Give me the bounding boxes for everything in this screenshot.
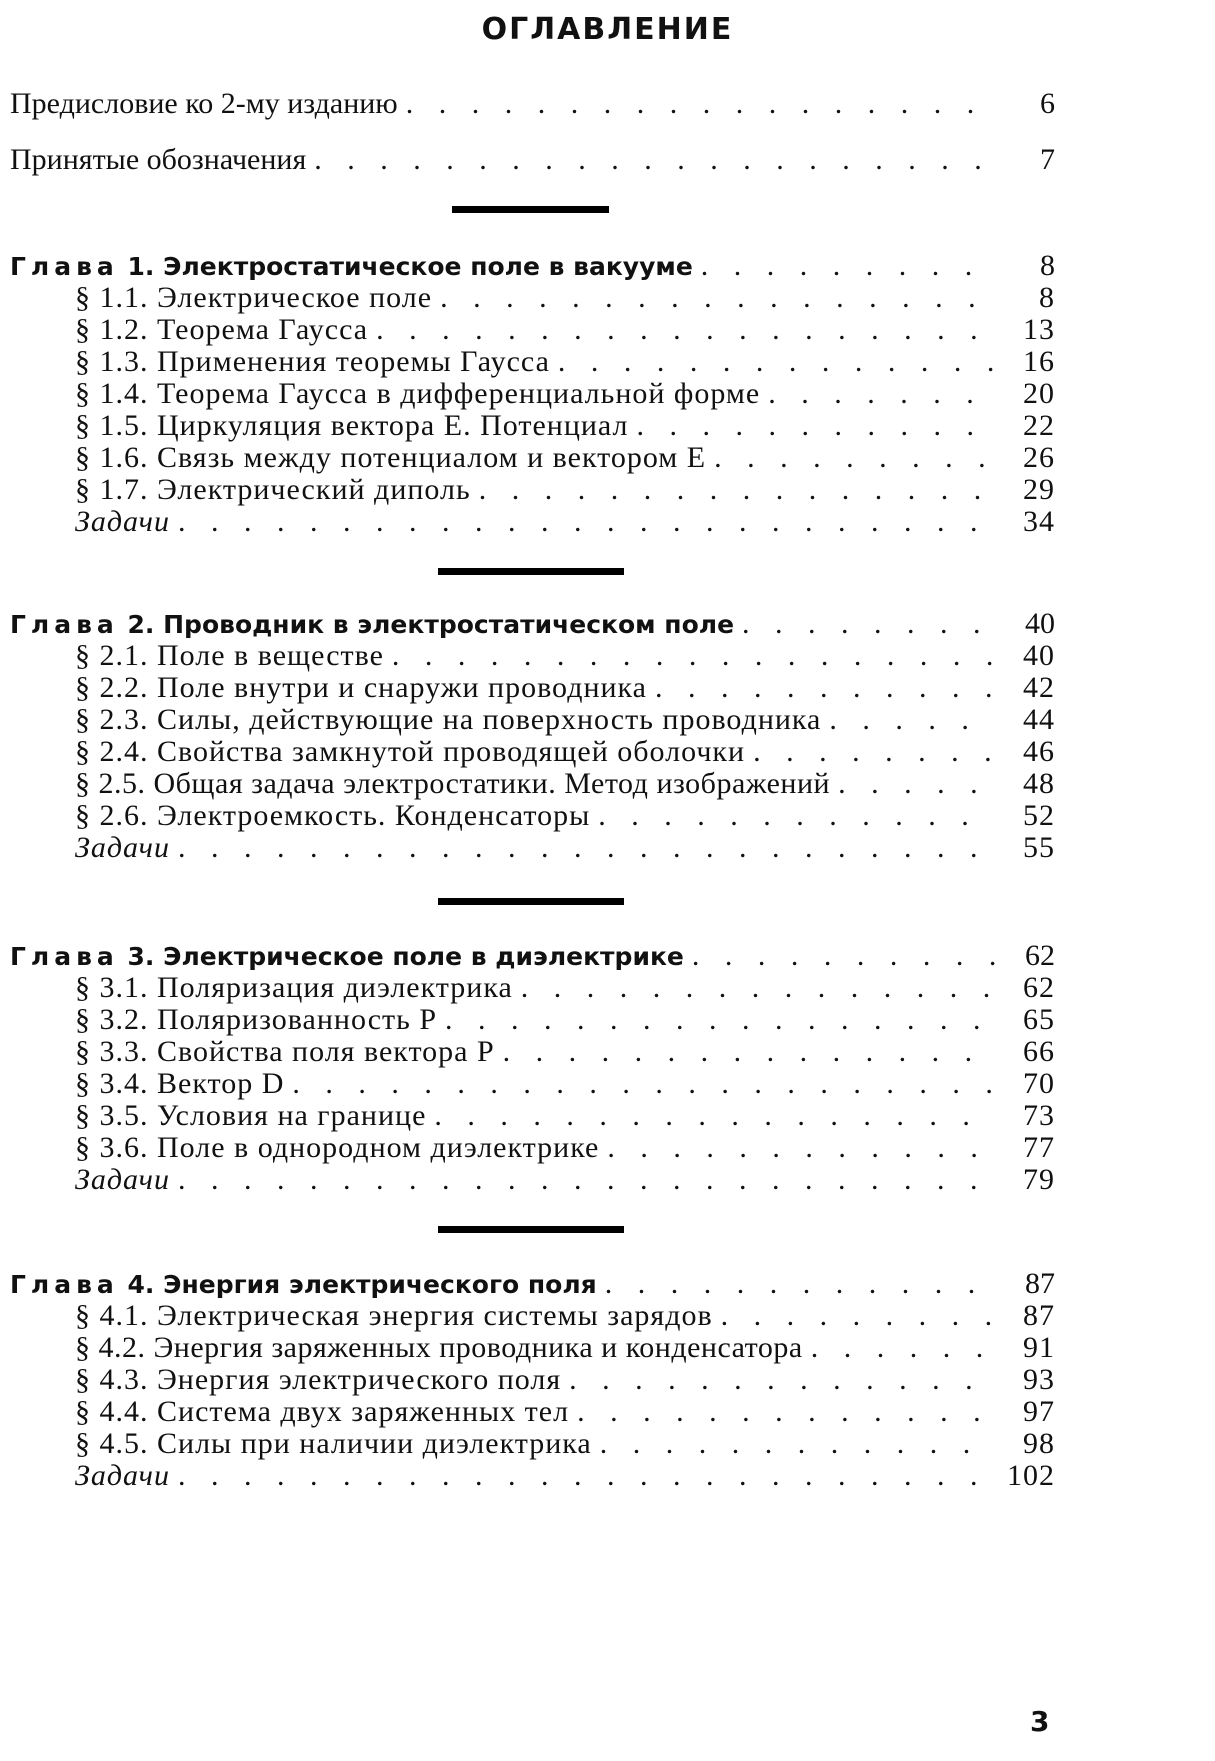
toc-entry-page: 87 bbox=[1025, 1267, 1055, 1300]
dot-leader bbox=[692, 938, 995, 974]
toc-section-label: § 3.6. Поле в однородном диэлектрике bbox=[75, 1131, 600, 1164]
dot-leader bbox=[521, 970, 995, 1006]
dot-leader bbox=[558, 344, 995, 380]
toc-section-label: § 4.4. Система двух заряженных тел bbox=[75, 1395, 570, 1428]
toc-entry-page: 79 bbox=[1023, 1163, 1055, 1196]
toc-entry-page: 8 bbox=[1039, 281, 1055, 314]
toc-entry-page: 6 bbox=[1040, 87, 1055, 120]
chapter-glava-label: Глава bbox=[10, 1270, 119, 1299]
chapter-title: 1. Электростатическое поле в вакууме bbox=[127, 252, 693, 281]
toc-section[interactable] bbox=[75, 1066, 1055, 1102]
toc-entry-page: 34 bbox=[1023, 505, 1055, 538]
toc-section[interactable] bbox=[75, 440, 1055, 476]
dot-leader bbox=[838, 766, 995, 802]
toc-entry-page: 62 bbox=[1025, 939, 1055, 972]
toc-section[interactable] bbox=[75, 638, 1055, 674]
dot-leader bbox=[314, 142, 995, 178]
chapter-glava-label: Глава bbox=[10, 252, 119, 281]
toc-section-label: § 4.2. Энергия заряженных проводника и конденсатора bbox=[75, 1331, 803, 1364]
toc-section[interactable] bbox=[75, 1130, 1055, 1166]
toc-entry-page: 98 bbox=[1023, 1427, 1055, 1460]
dot-leader bbox=[714, 440, 995, 476]
toc-tasks[interactable] bbox=[75, 1458, 1055, 1494]
toc-tasks-label: Задачи bbox=[75, 831, 170, 864]
toc-tasks[interactable] bbox=[75, 1162, 1055, 1198]
page-title: ОГЛАВЛЕНИЕ bbox=[481, 12, 734, 47]
dot-leader bbox=[178, 1458, 995, 1494]
dot-leader bbox=[605, 1266, 995, 1302]
section-divider bbox=[438, 1226, 624, 1233]
toc-tasks-label: Задачи bbox=[75, 1459, 170, 1492]
toc-section-label: § 2.6. Электроемкость. Конденсаторы bbox=[75, 799, 591, 832]
toc-entry-page: 16 bbox=[1023, 345, 1055, 378]
toc-section-label: § 2.1. Поле в веществе bbox=[75, 639, 384, 672]
toc-section-label: § 4.3. Энергия электрического поля bbox=[75, 1363, 562, 1396]
toc-tasks-label: Задачи bbox=[75, 505, 170, 538]
dot-leader bbox=[655, 670, 995, 706]
dot-leader bbox=[811, 1330, 995, 1366]
toc-section-label: § 1.1. Электрическое поле bbox=[75, 281, 433, 314]
toc-tasks[interactable] bbox=[75, 830, 1055, 866]
section-divider bbox=[438, 898, 624, 905]
chapter-glava-label: Глава bbox=[10, 610, 119, 639]
toc-section-label: § 2.5. Общая задача электростатики. Метод изображений bbox=[75, 767, 831, 800]
toc-section[interactable] bbox=[75, 670, 1055, 706]
toc-section[interactable] bbox=[75, 408, 1055, 444]
toc-section[interactable] bbox=[75, 1298, 1055, 1334]
toc-entry-page: 55 bbox=[1023, 831, 1055, 864]
dot-leader bbox=[829, 702, 995, 738]
section-divider bbox=[452, 206, 609, 213]
toc-entry-page: 52 bbox=[1023, 799, 1055, 832]
dot-leader bbox=[440, 280, 995, 316]
dot-leader bbox=[577, 1394, 995, 1430]
toc-section[interactable] bbox=[75, 1362, 1055, 1398]
toc-section[interactable] bbox=[75, 734, 1055, 770]
toc-section-label: § 1.5. Циркуляция вектора E. Потенциал bbox=[75, 409, 629, 442]
toc-entry-page: 42 bbox=[1023, 671, 1055, 704]
toc-section-label: § 3.3. Свойства поля вектора P bbox=[75, 1035, 495, 1068]
dot-leader bbox=[742, 606, 995, 642]
chapter-title: 4. Энергия электрического поля bbox=[127, 1270, 597, 1299]
toc-section[interactable] bbox=[75, 1034, 1055, 1070]
toc-entry-page: 20 bbox=[1023, 377, 1055, 410]
toc-section[interactable] bbox=[75, 1426, 1055, 1462]
toc-entry-page: 46 bbox=[1023, 735, 1055, 768]
toc-section[interactable] bbox=[75, 472, 1055, 508]
chapter-4-heading[interactable] bbox=[10, 1266, 1055, 1302]
toc-entry-page: 26 bbox=[1023, 441, 1055, 474]
dot-leader bbox=[178, 1162, 995, 1198]
page-number: 3 bbox=[1030, 1705, 1050, 1738]
dot-leader bbox=[406, 86, 995, 122]
toc-section[interactable] bbox=[75, 1098, 1055, 1134]
dot-leader bbox=[479, 472, 995, 508]
toc-section[interactable] bbox=[75, 376, 1055, 412]
toc-tasks-label: Задачи bbox=[75, 1163, 170, 1196]
toc-entry-page: 87 bbox=[1023, 1299, 1055, 1332]
toc-entry-page: 91 bbox=[1023, 1331, 1055, 1364]
toc-entry-page: 40 bbox=[1023, 639, 1055, 672]
dot-leader bbox=[753, 734, 995, 770]
toc-entry-page: 102 bbox=[1007, 1459, 1055, 1492]
toc-section-label: § 2.2. Поле внутри и снаружи проводника bbox=[75, 671, 647, 704]
toc-section[interactable] bbox=[75, 702, 1055, 738]
dot-leader bbox=[445, 1002, 995, 1038]
toc-entry-preface[interactable] bbox=[10, 86, 1055, 122]
toc-entry-page: 77 bbox=[1023, 1131, 1055, 1164]
toc-section[interactable] bbox=[75, 344, 1055, 380]
toc-section[interactable] bbox=[75, 1002, 1055, 1038]
dot-leader bbox=[292, 1066, 995, 1102]
toc-section-label: § 2.4. Свойства замкнутой проводящей оболочки bbox=[75, 735, 746, 768]
toc-entry-page: 70 bbox=[1023, 1067, 1055, 1100]
toc-entry-page: 22 bbox=[1023, 409, 1055, 442]
toc-section[interactable] bbox=[75, 798, 1055, 834]
toc-section-label: § 2.3. Силы, действующие на поверхность проводника bbox=[75, 703, 822, 736]
dot-leader bbox=[607, 1130, 995, 1166]
toc-section-label: § 1.6. Связь между потенциалом и вектором E bbox=[75, 441, 707, 474]
dot-leader bbox=[768, 376, 995, 412]
toc-section-label: § 1.2. Теорема Гаусса bbox=[75, 313, 369, 346]
dot-leader bbox=[721, 1298, 995, 1334]
dot-leader bbox=[434, 1098, 995, 1134]
dot-leader bbox=[600, 1426, 995, 1462]
toc-section-label: § 3.2. Поляризованность P bbox=[75, 1003, 438, 1036]
toc-section[interactable] bbox=[75, 280, 1055, 316]
dot-leader bbox=[598, 798, 995, 834]
toc-section-label: § 1.3. Применения теоремы Гаусса bbox=[75, 345, 550, 378]
toc-entry-page: 73 bbox=[1023, 1099, 1055, 1132]
dot-leader bbox=[569, 1362, 995, 1398]
toc-section[interactable] bbox=[75, 1330, 1055, 1366]
toc-entry-page: 66 bbox=[1023, 1035, 1055, 1068]
toc-entry-page: 13 bbox=[1023, 313, 1055, 346]
dot-leader bbox=[178, 504, 995, 540]
toc-entry-page: 40 bbox=[1025, 607, 1055, 640]
toc-entry-label: Принятые обозначения bbox=[10, 143, 307, 176]
toc-section[interactable] bbox=[75, 1394, 1055, 1430]
toc-section-label: § 3.4. Вектор D bbox=[75, 1067, 285, 1100]
toc-section[interactable] bbox=[75, 766, 1055, 802]
section-divider bbox=[438, 568, 624, 575]
toc-entry-label: Предисловие ко 2-му изданию bbox=[10, 87, 398, 120]
chapter-glava-label: Глава bbox=[10, 942, 119, 971]
toc-section[interactable] bbox=[75, 312, 1055, 348]
toc-entry-page: 97 bbox=[1023, 1395, 1055, 1428]
dot-leader bbox=[376, 312, 995, 348]
toc-entry-page: 29 bbox=[1023, 473, 1055, 506]
dot-leader bbox=[701, 248, 995, 284]
toc-entry-page: 93 bbox=[1023, 1363, 1055, 1396]
toc-tasks[interactable] bbox=[75, 504, 1055, 540]
toc-section-label: § 1.4. Теорема Гаусса в дифференциальной форме bbox=[75, 377, 761, 410]
dot-leader bbox=[392, 638, 995, 674]
toc-section-label: § 1.7. Электрический диполь bbox=[75, 473, 471, 506]
toc-section-label: § 4.1. Электрическая энергия системы зарядов bbox=[75, 1299, 713, 1332]
toc-entry-page: 65 bbox=[1023, 1003, 1055, 1036]
dot-leader bbox=[503, 1034, 995, 1070]
toc-entry-page: 62 bbox=[1023, 971, 1055, 1004]
toc-entry-page: 44 bbox=[1023, 703, 1055, 736]
toc-section-label: § 3.5. Условия на границе bbox=[75, 1099, 427, 1132]
toc-entry-page: 8 bbox=[1040, 249, 1055, 282]
chapter-3-heading[interactable] bbox=[10, 938, 1055, 974]
toc-section-label: § 4.5. Силы при наличии диэлектрика bbox=[75, 1427, 592, 1460]
chapter-1-heading[interactable] bbox=[10, 248, 1055, 284]
toc-section-label: § 3.1. Поляризация диэлектрика bbox=[75, 971, 513, 1004]
chapter-2-heading[interactable] bbox=[10, 606, 1055, 642]
chapter-title: 3. Электрическое поле в диэлектрике bbox=[127, 942, 684, 971]
toc-entry-page: 48 bbox=[1023, 767, 1055, 800]
toc-section[interactable] bbox=[75, 970, 1055, 1006]
dot-leader bbox=[636, 408, 995, 444]
toc-entry-page: 7 bbox=[1040, 143, 1055, 176]
dot-leader bbox=[178, 830, 995, 866]
chapter-title: 2. Проводник в электростатическом поле bbox=[127, 610, 735, 639]
toc-entry-notation[interactable] bbox=[10, 142, 1055, 178]
